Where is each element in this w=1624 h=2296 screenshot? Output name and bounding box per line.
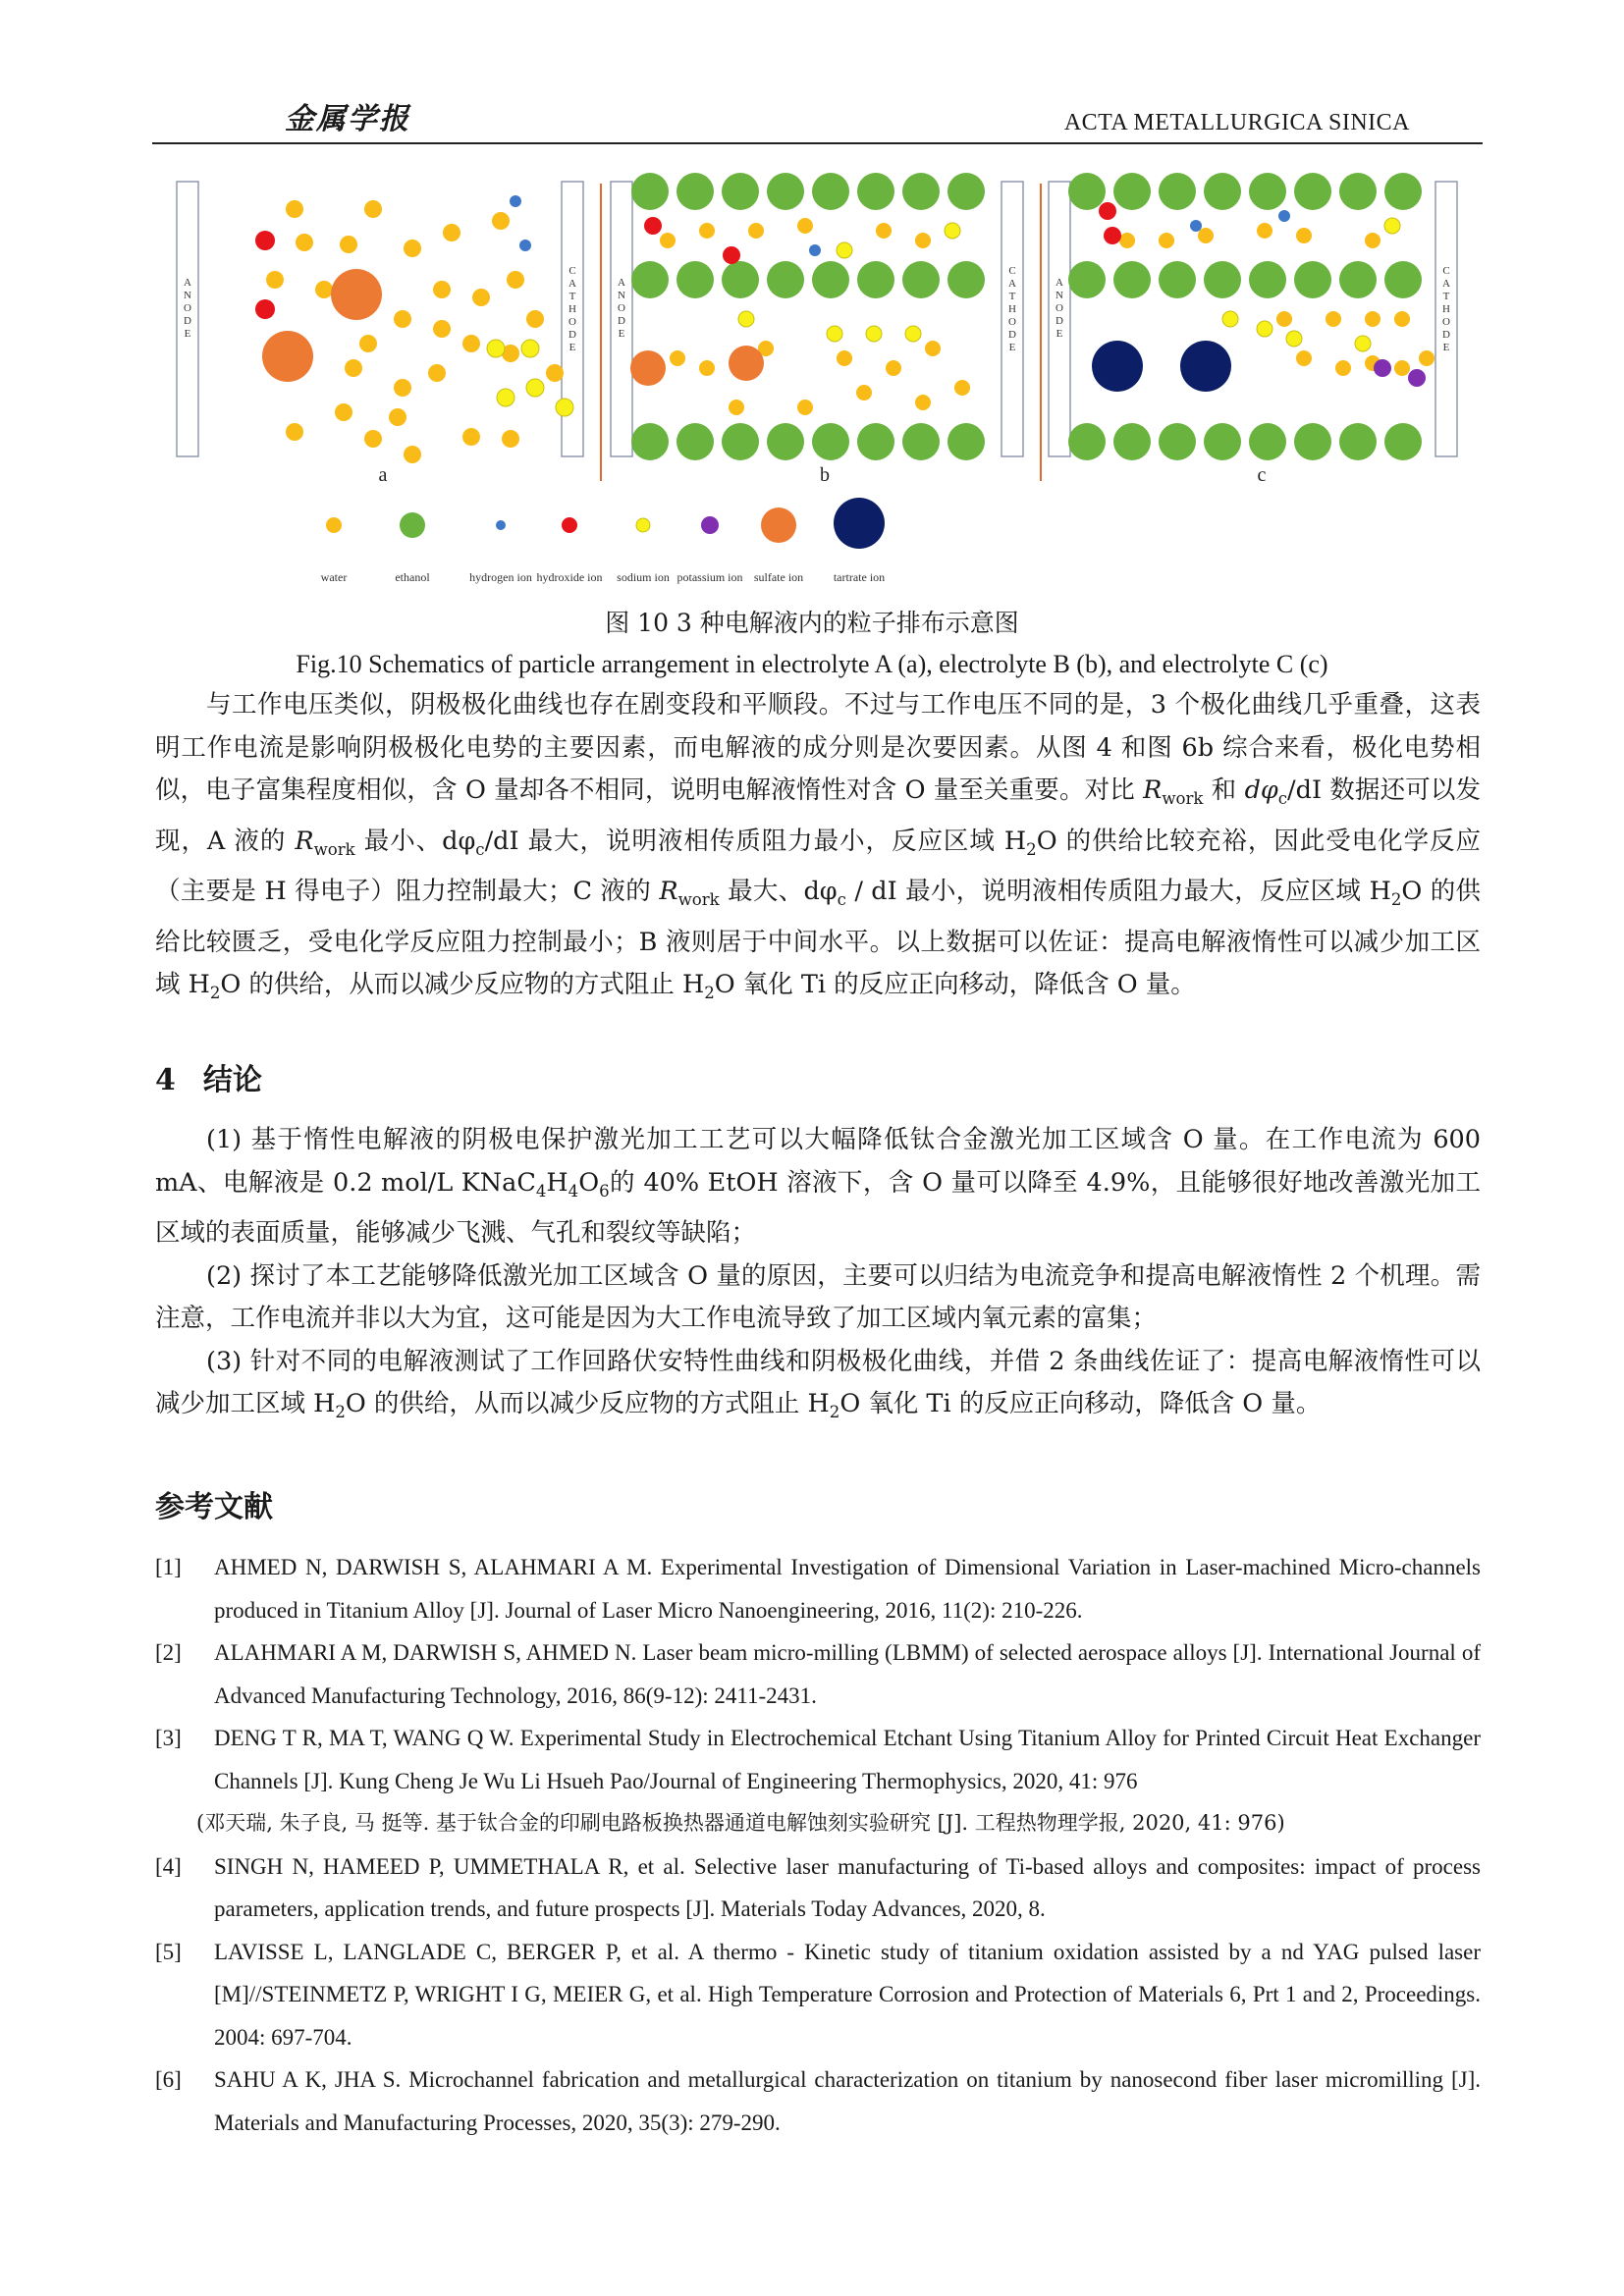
- cathode-electrode-letter: A: [568, 278, 576, 290]
- panel-a: [177, 182, 601, 486]
- sodium-ion-particle: [556, 399, 573, 416]
- sulfate-ion-particle: [630, 350, 666, 386]
- ethanol-particle: [1204, 261, 1241, 298]
- anode-electrode-letter: O: [184, 302, 191, 314]
- water-particle: [462, 428, 480, 446]
- hydroxide-ion-swatch: [562, 517, 577, 533]
- water-particle: [915, 395, 931, 410]
- cathode-electrode-letter: A: [1442, 278, 1450, 290]
- sodium-ion-particle: [1222, 311, 1238, 327]
- ethanol-particle: [1204, 423, 1241, 460]
- anode-electrode-letter: O: [1056, 302, 1063, 314]
- legend-item: [617, 518, 670, 584]
- figure-caption-cn: 图 10 3 种电解液内的粒子排布示意图: [605, 609, 1019, 637]
- cathode-electrode-letter: T: [568, 291, 576, 302]
- tartrate-ion-particle: [1092, 341, 1143, 392]
- water-particle: [507, 271, 524, 289]
- legend-label: sulfate ion: [753, 570, 804, 584]
- ethanol-particle: [1068, 423, 1106, 460]
- panel-label: a: [378, 464, 388, 486]
- panel-c: [1049, 173, 1457, 486]
- legend-label: tartrate ion: [833, 570, 886, 584]
- reference-item: [2] ALAHMARI A M, DARWISH S, AHMED N. Laser beam micro-milling (LBMM) of selected aerospace alloys [J]. International Journal of Advanced Manufacturing Technology, 2016, 86(9-12): 2411-2431.: [155, 1640, 1481, 1708]
- ethanol-particle: [631, 423, 669, 460]
- potassium-ion-particle: [1408, 369, 1426, 387]
- water-particle: [359, 335, 377, 352]
- references-heading: 参考文献: [155, 1490, 273, 1524]
- ethanol-particle: [1339, 261, 1377, 298]
- sulfate-ion-swatch: [761, 507, 796, 543]
- ethanol-particle: [1113, 423, 1151, 460]
- ethanol-particle: [1294, 423, 1331, 460]
- cathode-electrode-letter: E: [568, 342, 576, 353]
- ethanol-particle: [902, 261, 940, 298]
- ethanol-swatch: [400, 512, 425, 538]
- cathode-electrode-letter: D: [1008, 329, 1016, 341]
- hydrogen-ion-particle: [1278, 210, 1290, 222]
- water-particle: [797, 218, 813, 234]
- ethanol-particle: [722, 423, 759, 460]
- cathode-electrode-letter: H: [1008, 303, 1016, 315]
- cathode-electrode-letter: H: [1442, 303, 1450, 315]
- water-particle: [546, 364, 564, 382]
- water-particle: [1257, 223, 1272, 239]
- anode-electrode-letter: N: [618, 290, 625, 301]
- ethanol-particle: [1384, 261, 1422, 298]
- ethanol-particle: [1113, 173, 1151, 210]
- water-particle: [462, 335, 480, 352]
- cathode-electrode-letter: O: [1008, 316, 1016, 328]
- ethanol-particle: [1384, 423, 1422, 460]
- sodium-ion-particle: [487, 340, 505, 357]
- water-particle: [340, 236, 357, 253]
- water-particle: [443, 224, 460, 241]
- ethanol-particle: [1159, 173, 1196, 210]
- anode-electrode-letter: N: [1056, 290, 1063, 301]
- water-particle: [1365, 311, 1380, 327]
- ethanol-particle: [857, 261, 894, 298]
- ethanol-particle: [1068, 261, 1106, 298]
- ethanol-particle: [1249, 423, 1286, 460]
- hydroxide-ion-particle: [644, 217, 662, 235]
- water-particle: [1335, 360, 1351, 376]
- section-number: 4: [155, 1063, 176, 1097]
- water-particle: [1296, 228, 1312, 243]
- panel-label: c: [1257, 464, 1267, 486]
- sodium-ion-particle: [905, 326, 921, 342]
- legend-label: sodium ion: [617, 570, 670, 584]
- sodium-ion-swatch: [636, 518, 650, 532]
- hydroxide-ion-particle: [1104, 227, 1121, 244]
- cathode-electrode-letter: D: [568, 329, 576, 341]
- legend-item: [754, 507, 803, 584]
- ethanol-particle: [1249, 173, 1286, 210]
- cathode-electrode-letter: T: [1442, 291, 1450, 302]
- sodium-ion-particle: [1257, 321, 1272, 337]
- sodium-ion-particle: [945, 223, 960, 239]
- anode-electrode-letter: E: [184, 328, 191, 340]
- sodium-ion-particle: [526, 379, 544, 397]
- hydroxide-ion-particle: [255, 231, 275, 250]
- water-particle: [915, 233, 931, 248]
- sodium-ion-particle: [827, 326, 842, 342]
- cathode-electrode-letter: T: [1008, 291, 1016, 302]
- ethanol-particle: [1249, 261, 1286, 298]
- sodium-ion-particle: [521, 340, 539, 357]
- sodium-ion-particle: [1384, 218, 1400, 234]
- ethanol-particle: [812, 423, 849, 460]
- water-particle: [660, 233, 676, 248]
- journal-logo-cn: 金属学报: [285, 102, 410, 136]
- water-particle: [1394, 311, 1410, 327]
- water-particle: [433, 281, 451, 298]
- legend-item: [537, 517, 603, 584]
- legend-label: ethanol: [395, 570, 430, 584]
- ethanol-particle: [767, 261, 804, 298]
- water-particle: [433, 320, 451, 338]
- hydrogen-ion-particle: [519, 240, 531, 251]
- reference-item: [3] DENG T R, MA T, WANG Q W. Experimental Study in Electrochemical Etchant Using Titanium Alloy for Printed Circuit Heat Exchanger Channels [J]. Kung Cheng Je Wu Li Hsueh Pao/Journal of Engineering Thermophysics, 2020, 41: 976: [155, 1726, 1481, 1793]
- ethanol-particle: [631, 261, 669, 298]
- legend-item: [395, 512, 430, 584]
- water-particle: [364, 430, 382, 448]
- ethanol-particle: [812, 261, 849, 298]
- water-particle: [748, 223, 764, 239]
- ethanol-particle: [1159, 423, 1196, 460]
- legend-label: hydrogen ion: [469, 570, 532, 584]
- legend-label: potassium ion: [677, 570, 743, 584]
- ethanol-particle: [1384, 173, 1422, 210]
- hydroxide-ion-particle: [723, 246, 740, 264]
- anode-electrode-letter: N: [184, 290, 191, 301]
- water-particle: [699, 360, 715, 376]
- hydroxide-ion-particle: [255, 299, 275, 319]
- anode-electrode-letter: A: [1056, 277, 1063, 289]
- tartrate-ion-swatch: [834, 498, 885, 549]
- particle-arrangement-figure: [147, 172, 1483, 604]
- conclusion-item-1: (1) 基于惰性电解液的阴极电保护激光加工工艺可以大幅降低钛合金激光加工区域含 O 量。在工作电流为 600 mA、电解液是 0.2 mol/L $KNaC_4H_4O_6$的 40% EtOH 溶液下，含 O 量可以降至 4.9%，且能够很好地改善激光加工区域的表面质量，能够减少飞溅、气孔和裂纹等缺陷；: [155, 1125, 1481, 1249]
- reference-item: [6] SAHU A K, JHA S. Microchannel fabrication and metallurgical characterization on titanium by nanosecond fiber laser micromilling [J]. Materials and Manufacturing Processes, 2020, 35(3): 279-290.: [155, 2067, 1481, 2135]
- ethanol-particle: [1159, 261, 1196, 298]
- water-particle: [315, 281, 333, 298]
- hydrogen-ion-particle: [809, 244, 821, 256]
- anode-electrode-letter: A: [618, 277, 625, 289]
- water-particle: [1198, 228, 1214, 243]
- anode-electrode-letter: D: [618, 315, 625, 327]
- reference-item: [1] AHMED N, DARWISH S, ALAHMARI A M. Experimental Investigation of Dimensional Variation in Laser-machined Micro-channels produced in Titanium Alloy [J]. Journal of Laser Micro Nanoengineering, 2016, 11(2): 210-226.: [155, 1555, 1481, 1623]
- water-particle: [286, 423, 303, 441]
- water-particle: [1394, 360, 1410, 376]
- sulfate-ion-particle: [262, 331, 313, 382]
- water-particle: [345, 359, 362, 377]
- anode-electrode-letter: E: [1056, 328, 1063, 340]
- water-particle: [472, 289, 490, 306]
- sodium-ion-particle: [738, 311, 754, 327]
- water-particle: [1119, 233, 1135, 248]
- ethanol-particle: [1068, 173, 1106, 210]
- water-particle: [266, 271, 284, 289]
- cathode-electrode-letter: E: [1008, 342, 1016, 353]
- water-particle: [670, 350, 685, 366]
- water-particle: [1365, 233, 1380, 248]
- water-swatch: [326, 517, 342, 533]
- references-list: [155, 1546, 1481, 2144]
- water-particle: [886, 360, 901, 376]
- water-particle: [296, 234, 313, 251]
- water-particle: [856, 385, 872, 400]
- ethanol-particle: [1339, 423, 1377, 460]
- water-particle: [428, 364, 446, 382]
- water-particle: [876, 223, 892, 239]
- ethanol-particle: [767, 423, 804, 460]
- paragraph-text: 与工作电压类似，阴极极化曲线也存在剧变段和平顺段。不过与工作电压不同的是，3 个极化曲线几乎重叠，这表明工作电流是影响阴极极化电势的主要因素，而电解液的成分则是次要因素。从图 4 和图 6b 综合来看，极化电势相似，电子富集程度相似，含 O 量却各不相同，说明电解液惰性对含 O 量至关重要。对比 $R_{work}$ 和 $d\varphi_c/dI$ 数据还可以发现，A 液的 $R_{work}$ 最小、$d\varphi_c/dI$ 最大，说明液相传质阻力最小，反应区域 $H_2O$ 的供给比较充裕，因此受电化学反应（主要是 H 得电子）阻力控制最大；C 液的 $R_{work}$ 最大、$d\varphi_c$ / dI 最小，说明液相传质阻力最大，反应区域 $H_2O$ 的供给比较匮乏，受电化学反应阻力控制最小；B 液则居于中间水平。以上数据可以佐证：提高电解液惰性可以减少加工区域 $H_2O$ 的供给，从而以减少反应物的方式阻止 $H_2O$ 氧化 Ti 的反应正向移动，降低含 O 量。: [155, 690, 1481, 1003]
- ethanol-particle: [947, 423, 985, 460]
- water-particle: [394, 310, 411, 328]
- panel-label: b: [820, 464, 830, 486]
- ethanol-particle: [947, 261, 985, 298]
- cathode-electrode-letter: O: [1442, 316, 1450, 328]
- cathode-electrode-letter: C: [1008, 265, 1016, 277]
- ethanol-particle: [1204, 173, 1241, 210]
- sulfate-ion-particle: [331, 269, 382, 320]
- water-particle: [1276, 311, 1292, 327]
- water-particle: [837, 350, 852, 366]
- sodium-ion-particle: [497, 389, 514, 406]
- hydroxide-ion-particle: [1099, 202, 1116, 220]
- journal-title-en: ACTA METALLURGICA SINICA: [1063, 110, 1410, 135]
- water-particle: [925, 341, 941, 356]
- reference-item-cn-translation: (邓天瑞, 朱子良, 马 挺等. 基于钛合金的印刷电路板换热器通道电解蚀刻实验研究 [J]. 工程热物理学报, 2020, 41: 976): [196, 1811, 1285, 1835]
- anode-electrode-letter: D: [184, 315, 191, 327]
- cathode-electrode-letter: C: [568, 265, 576, 277]
- sodium-ion-particle: [1355, 336, 1371, 351]
- water-particle: [729, 400, 744, 415]
- ethanol-particle: [857, 423, 894, 460]
- ethanol-particle: [722, 261, 759, 298]
- legend-label: hydroxide ion: [536, 570, 603, 584]
- section-heading-conclusions: [155, 1055, 262, 1098]
- legend-item: [469, 520, 532, 584]
- water-particle: [389, 408, 406, 426]
- water-particle: [492, 212, 510, 230]
- conclusions-list: [155, 1119, 1481, 1434]
- cathode-electrode-letter: E: [1442, 342, 1450, 353]
- cathode-electrode-letter: H: [568, 303, 576, 315]
- cathode-electrode-letter: C: [1442, 265, 1450, 277]
- water-particle: [404, 446, 421, 463]
- ethanol-particle: [677, 261, 714, 298]
- water-particle: [1326, 311, 1341, 327]
- ethanol-particle: [767, 173, 804, 210]
- legend-item: [677, 516, 742, 584]
- panel-b: [611, 173, 1041, 486]
- conclusion-item-2: (2) 探讨了本工艺能够降低激光加工区域含 O 量的原因，主要可以归结为电流竞争和提高电解液惰性 2 个机理。需注意，工作电流并非以大为宜，这可能是因为大工作电流导致了加工区域内氧元素的富集；: [155, 1260, 1481, 1334]
- water-particle: [1159, 233, 1174, 248]
- water-particle: [335, 403, 352, 421]
- potassium-ion-swatch: [701, 516, 719, 534]
- ethanol-particle: [902, 423, 940, 460]
- water-particle: [502, 430, 519, 448]
- water-particle: [526, 310, 544, 328]
- ethanol-particle: [902, 173, 940, 210]
- sodium-ion-particle: [866, 326, 882, 342]
- water-particle: [364, 200, 382, 218]
- water-particle: [699, 223, 715, 239]
- ethanol-particle: [677, 423, 714, 460]
- water-particle: [394, 379, 411, 397]
- water-particle: [404, 240, 421, 257]
- legend-item: [321, 517, 348, 584]
- water-particle: [286, 200, 303, 218]
- header-divider: [152, 142, 1483, 144]
- cathode-electrode-letter: D: [1442, 329, 1450, 341]
- ethanol-particle: [857, 173, 894, 210]
- ethanol-particle: [677, 173, 714, 210]
- anode-electrode-letter: D: [1056, 315, 1063, 327]
- ethanol-particle: [1294, 261, 1331, 298]
- legend-label: water: [320, 570, 348, 584]
- ethanol-particle: [1294, 173, 1331, 210]
- ethanol-particle: [631, 173, 669, 210]
- sodium-ion-particle: [837, 242, 852, 258]
- sulfate-ion-particle: [729, 346, 764, 381]
- tartrate-ion-particle: [1180, 341, 1231, 392]
- figure-caption-en: Fig.10 Schematics of particle arrangement in electrolyte A (a), electrolyte B (b), and electrolyte C (c): [296, 650, 1328, 678]
- anode-electrode-letter: O: [618, 302, 625, 314]
- anode-electrode-letter: A: [184, 277, 191, 289]
- hydrogen-ion-particle: [510, 195, 521, 207]
- cathode-electrode-letter: A: [1008, 278, 1016, 290]
- anode-electrode-letter: E: [618, 328, 625, 340]
- cathode-electrode-letter: O: [568, 316, 576, 328]
- legend-item: [834, 498, 885, 584]
- reference-item: [5] LAVISSE L, LANGLADE C, BERGER P, et al. A thermo - Kinetic study of titanium oxidation assisted by a nd YAG pulsed laser [M]//STEINMETZ P, WRIGHT I G, MEIER G, et al. High Temperature Corrosion and Protection of Materials 6, Prt 1 and 2, Proceedings. 2004: 697-704.: [155, 1939, 1481, 2050]
- potassium-ion-particle: [1374, 359, 1391, 377]
- sodium-ion-particle: [1286, 331, 1302, 347]
- water-particle: [1419, 350, 1435, 366]
- hydrogen-ion-particle: [1190, 220, 1202, 232]
- ethanol-particle: [1113, 261, 1151, 298]
- reference-item: [4] SINGH N, HAMEED P, UMMETHALA R, et al. Selective laser manufacturing of Ti-based alloys and composites: impact of process parameters, application trends, and future prospects [J]. Materials Today Advances, 2020, 8.: [155, 1853, 1481, 1921]
- water-particle: [954, 380, 970, 396]
- water-particle: [797, 400, 813, 415]
- ethanol-particle: [1339, 173, 1377, 210]
- water-particle: [1296, 350, 1312, 366]
- ethanol-particle: [812, 173, 849, 210]
- ethanol-particle: [722, 173, 759, 210]
- discussion-paragraph: [155, 684, 1481, 1015]
- section-title: 结论: [202, 1063, 262, 1097]
- hydrogen-ion-swatch: [496, 520, 506, 530]
- conclusion-item-3: (3) 针对不同的电解液测试了工作回路伏安特性曲线和阴极极化曲线，并借 2 条曲线佐证了：提高电解液惰性可以减少加工区域 $H_2O$ 的供给，从而以减少反应物的方式阻止 $H_2O$ 氧化 Ti 的反应正向移动，降低含 O 量。: [155, 1346, 1481, 1422]
- ethanol-particle: [947, 173, 985, 210]
